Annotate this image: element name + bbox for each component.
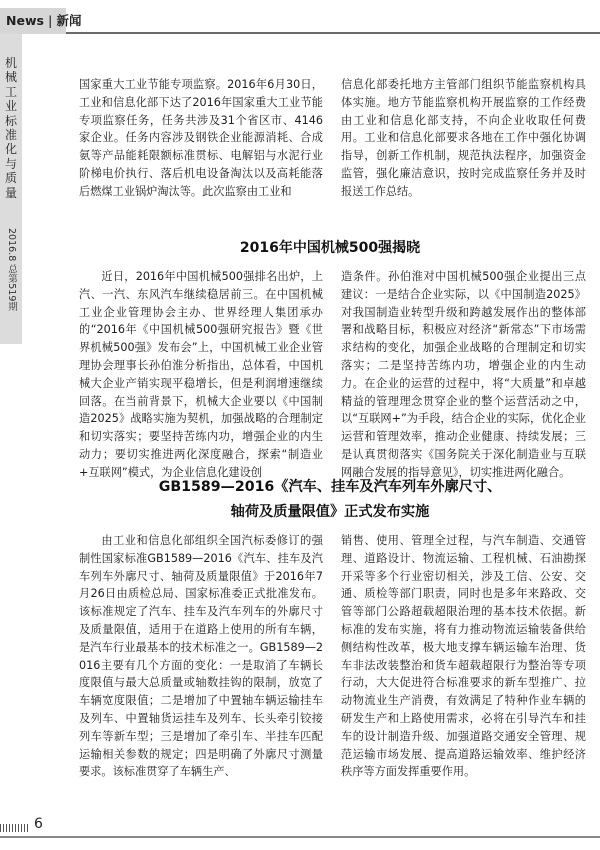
article1-title: 2016年中国机械500强揭晓 [239,240,421,256]
header-rule [66,32,600,34]
footer-rule [0,836,600,838]
tag-separator: | [47,13,53,28]
section-tab [0,8,82,34]
section-tag-en: News [6,13,44,28]
article2-right-column: 销售、使用、管理全过程，与汽车制造、交通管理、道路设计、物流运输、工程机械、石油勘探开采等多个行业密切相关，涉及工信、公安、交通、质检等部门职责，同时也是多年来路政、交管等部门公路超载超限治理的基本技术依据。新标准的发布实施，将有力推动物流运输装备供给侧结构性改革，极大地支撑车辆运输车治理、货车非法改装整治和货车超载超限行为整治等专项行动，大大促进符合标准要求的新车型推广、拉动物流业生产消费，有效满足了特种作业车辆的研发生产和上路使用需求，必将在引导汽车和挂车的设计制造升级、加强道路交通安全管理、规范运输市场发展、提高道路运输效率、维护经济秩序等方面发挥重要作用。 [341,534,586,779]
intro-left-column: 国家重大工业节能专项监察。2016年6月30日，工业和信息化部下达了2016年国家重大工业节能专项监察任务，任务共涉及31个省区市、4146家企业。任务内容涉及钢铁企业能源消耗、合成氨等产品能耗限额标准贯标、电解铝与水泥行业阶梯电价执行、落后机电设备淘汰以及高耗能落后燃煤工业锅炉淘汰等。此次监察由工业和 [79,78,323,198]
article2-left-column: 由工业和信息化部组织全国汽标委修订的强制性国家标准GB1589—2016《汽车、挂车及汽车列车外廓尺寸、轴荷及质量限值》于2016年7月26日由质检总局、国家标准委正式批准发布。该标准规定了汽车、挂车及汽车列车的外廓尺寸及质量限值，适用于在道路上使用的所有车辆，是汽车行业最基本的技术标准之一。GB1589—2016主要有几个方面的变化：一是取消了车辆长度限值与最大总质量或轴数挂钩的限制，放宽了车辆宽度限值；二是增加了中置轴车辆运输挂车及列车、中置轴货运挂车及列车、长头牵引铰接列车等新车型；三是增加了牵引车、半挂车匹配运输相关参数的规定；四是明确了外廓尺寸测量要求。该标准贯穿了车辆生产、 [79,534,323,779]
intro-right-column: 信息化部委托地方主管部门组织节能监察机构具体实施。地方节能监察机构开展监察的工作经费由工业和信息化部支持，不向企业收取任何费用。工业和信息化部要求各地在工作中强化协调指导，创新工作机制，规范执法程序，加强资金监管，强化廉洁意识，按时完成监察任务并及时报送工作总结。 [341,78,586,198]
article1-left-column: 近日，2016年中国机械500强排名出炉，上汽、一汽、东风汽车继续稳居前三。在中国机械工业企业管理协会主办、世界经理人集团承办的“2016年《中国机械500强研究报告》暨《世界机械500强》发布会”上，中国机械工业企业管理协会理事长孙伯淮分析指出，总体看，中国机械大企业产销实现平稳增长，但是利润增速继续回落。在当前背景下，机械大企业要以《中国制造2025》战略实施为契机，加强战略的合理制定和切实落实；要坚持苦练内功，增强企业的内生动力；要切实推进两化深度融合，探索“制造业+互联网”模式，为企业信息化建设创 [79,270,323,479]
page-number: 6 [34,816,43,832]
article1-right-column: 造条件。孙伯淮对中国机械500强企业提出三点建议：一是结合企业实际，以《中国制造2025》对我国制造业转型升级和跨越发展作出的整体部署和战略目标，积极应对经济“新常态”下市场需求结构的变化，加强企业战略的合理制定和切实落实；二是坚持苦练内功，增强企业的内生动力。在企业的运营的过程中，将“大质量”和卓越精益的管理理念贯穿企业的整个运营活动之中，以“互联网+”为手段，结合企业的实际，优化企业运营和管理效率，推动企业健康、持续发展；三是认真贯彻落实《国务院关于深化制造业与互联网融合发展的指导意见》，切实推进两化融合。 [341,270,586,479]
section-tag-cn: 新闻 [56,13,82,28]
article2-title-line2: 轴荷及质量限值》正式发布实施 [230,504,430,520]
journal-name: 机械工业标准化与质量 [4,56,17,200]
article2-title-line1: GB1589—2016《汽车、挂车及汽车列车外廓尺寸、 [158,479,502,495]
top-header [0,0,600,36]
issue-label: 2016.8 总第519期 [6,227,17,311]
page-marker [0,824,28,832]
